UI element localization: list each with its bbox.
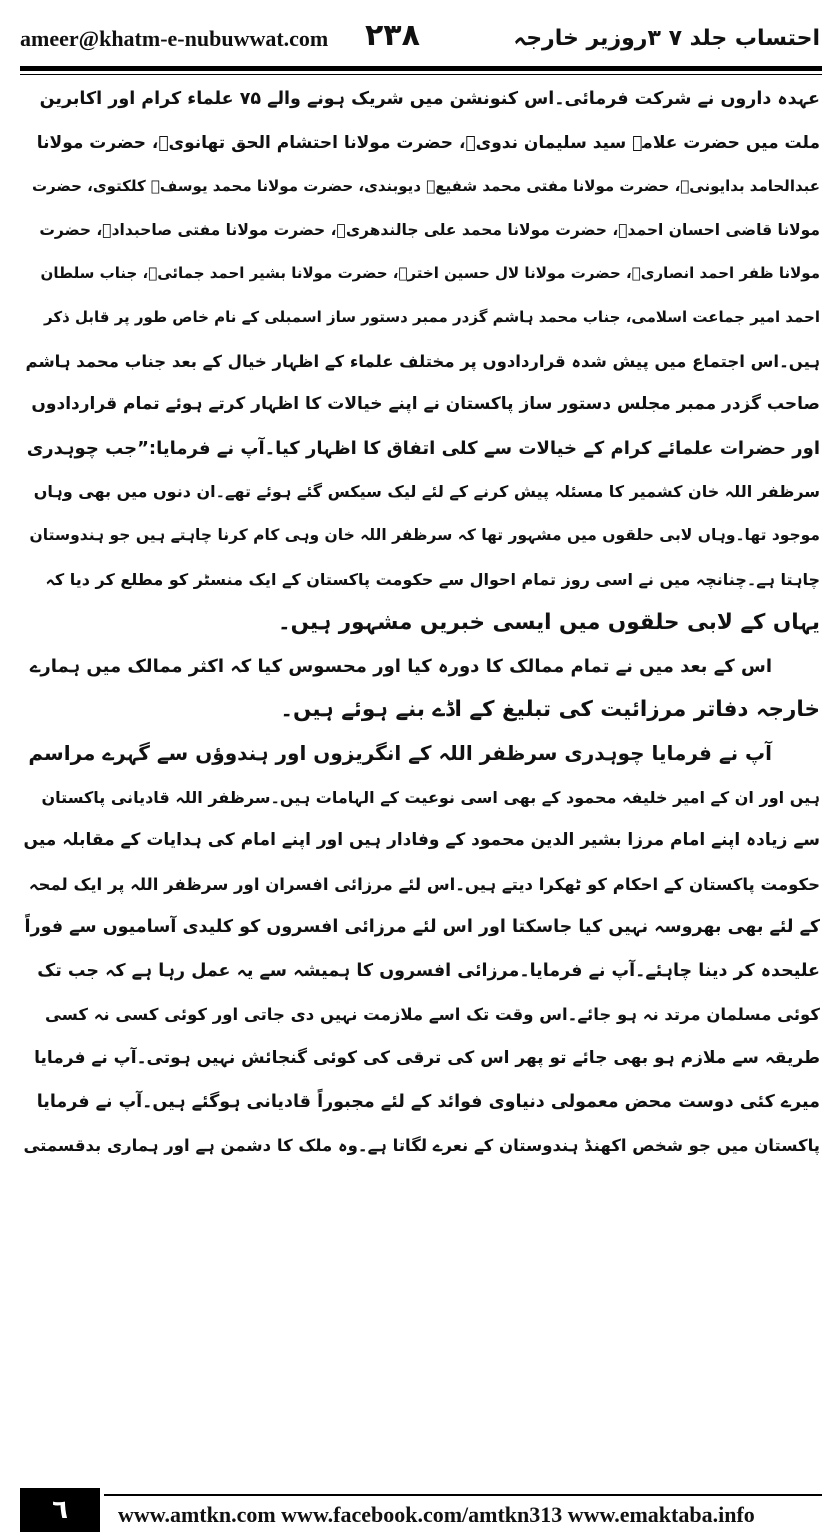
header-divider-thin [20,74,822,75]
text-line: اور حضرات علمائے کرام کے خیالات سے کلی اتفاق کا اظہار کیا۔آپ نے فرمایا:”جب چوہدری [26,437,820,459]
body-text [22,78,820,1474]
text-line: میرے کئی دوست محض معمولی دنیاوی فوائد کے لئے مجبوراً قادیانی ہوگئے ہیں۔آپ نے فرمایا [36,1091,820,1112]
text-line: احمد امیر جماعت اسلامی، جناب محمد ہاشم گزدر ممبر دستور ساز اسمبلی کے نام خاص طور پر قابل ذکر [44,307,820,326]
text-line: خارجہ دفاتر مرزائیت کی تبلیغ کے اڈے بنے ہوئے ہیں۔ [280,697,820,723]
text-line: سے زیادہ اپنے امام مرزا بشیر الدین محمود کے وفادار ہیں اور اپنے امام کی ہدایات کے مقابلہ میں [23,830,820,851]
text-line: مولانا ظفر احمد انصاریؒ، حضرت مولانا لال حسین اخترؒ، حضرت مولانا بشیر احمد جمائیؒ، جناب سلطان [40,264,820,283]
text-line: چاہتا ہے۔چنانچہ میں نے اسی روز تمام احوال سے حکومت پاکستان کے ایک منسٹر کو مطلع کر دیا کہ [45,569,820,589]
text-line: سرظفر اللہ خان کشمیر کا مسئلہ پیش کرنے کے لئے لیک سیکس گئے ہوئے تھے۔ان دنوں میں بھی وہاں [33,482,820,502]
text-line: کے لئے بھی بھروسہ نہیں کیا جاسکتا اور اس لئے مرزائی افسروں کو کلیدی آسامیوں سے فوراً [24,917,820,938]
text-line: عہدہ داروں نے شرکت فرمائی۔اس کنونشن میں شریک ہونے والے ۷۵ علماء کرام اور اکابرین [39,89,820,109]
text-line: حکومت پاکستان کے احکام کو ٹھکرا دیتے ہیں۔اس لئے مرزائی افسران اور سرظفر اللہ پر ایک لمحہ [28,874,820,894]
text-line: صاحب گزدر ممبر مجلس دستور ساز پاکستان نے اپنے خیالات کا اظہار کرتے ہوئے تمام قراردادوں [31,394,820,415]
text-line: ہیں اور ان کے امیر خلیفہ محمود کے بھی اسی نوعیت کے الہامات ہیں۔سرظفر اللہ قادیانی پاکستان [41,787,820,807]
text-line: ملت میں حضرت علامہ سید سلیمان ندویؒ، حضرت مولانا احتشام الحق تھانویؒ، حضرت مولانا [36,132,820,153]
footer-divider [104,1494,822,1496]
footer-volume-number: ٦ [20,1488,100,1532]
header-divider-thick [20,66,822,71]
text-line: اس کے بعد میں نے تمام ممالک کا دورہ کیا اور محسوس کیا کہ اکثر ممالک میں ہمارے [29,655,772,677]
text-line: طریقہ سے ملازم ہو بھی جائے تو پھر اس کی ترقی کی کوئی گنجائش نہیں ہوتی۔آپ نے فرمایا [34,1048,820,1069]
text-line: کوئی مسلمان مرتد نہ ہو جائے۔اس وقت تک اسے ملازمت نہیں دی جاتی اور کوئی کسی نہ کسی [44,1005,820,1025]
text-line: علیحدہ کر دینا چاہئے۔آپ نے فرمایا۔مرزائی افسروں کا ہمیشہ سے یہ عمل رہا ہے کہ جب تک [37,960,820,981]
header-book-title: احتساب جلد ۷ ۳روزیر خارجہ [513,26,820,51]
page-footer [20,1488,822,1532]
text-line: ہیں۔اس اجتماع میں پیش شدہ قراردادوں پر مختلف علماء کے اظہار خیال کے بعد جناب محمد ہاشم [25,351,820,371]
text-line: پاکستان میں جو شخص اکھنڈ ہندوستان کے نعرے لگاتا ہے۔وہ ملک کا دشمن ہے اور ہماری بدقسمتی [23,1136,820,1156]
text-line: موجود تھا۔وہاں لابی حلقوں میں مشہور تھا کہ سرظفر اللہ خان وہی کام کرنا چاہتے ہیں جو ہندوستان [29,525,820,544]
header-page-number: ۲۳۸ [365,18,420,53]
text-line: یہاں کے لابی حلقوں میں ایسی خبریں مشہور ہیں۔ [277,610,820,636]
text-line: آپ نے فرمایا چوہدری سرظفر اللہ کے انگریزوں اور ہندوؤں سے گہرے مراسم [28,740,772,765]
page-header [20,14,820,66]
header-email: ameer@khatm-e-nubuwwat.com [20,26,329,51]
footer-urls: www.amtkn.com www.facebook.com/amtkn313 www.emaktaba.info [118,1502,755,1527]
text-line: عبدالحامد بدایونیؒ، حضرت مولانا مفتی محمد شفیعؒ دیوبندی، حضرت مولانا محمد یوسفؒ کلکتوی، حضرت [31,177,820,196]
text-line: مولانا قاضی احسان احمدؒ، حضرت مولانا محمد علی جالندھریؒ، حضرت مولانا مفتی صاحبدادؒ، حضرت [39,220,820,239]
